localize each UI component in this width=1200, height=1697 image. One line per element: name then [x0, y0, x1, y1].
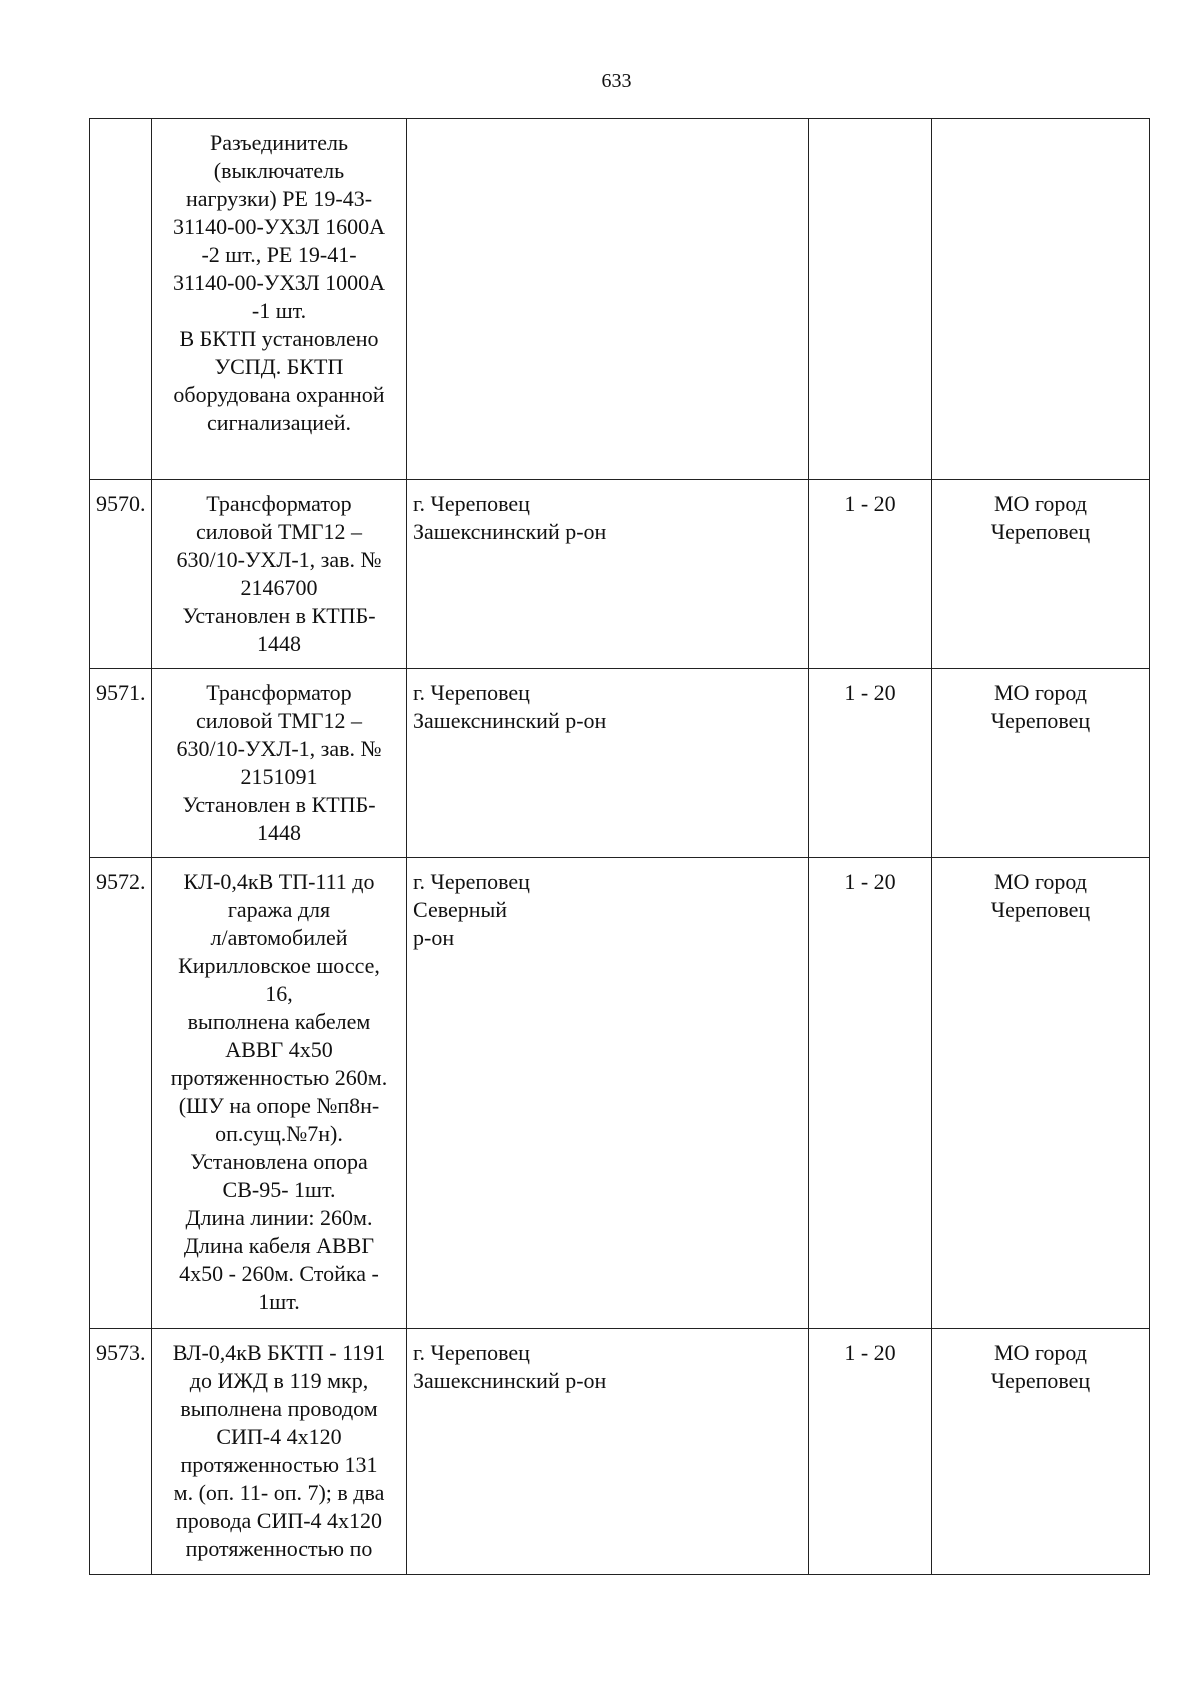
registry-table [89, 118, 1150, 1575]
length-value: 1 - 20 [844, 491, 896, 516]
row-number-cell [90, 669, 152, 858]
owner-cell [932, 858, 1150, 1329]
object-name-line: протяженностью по [185, 1536, 373, 1561]
object-name-line: СИП-4 4х120 [216, 1424, 342, 1449]
object-name-line: силовой ТМГ12 – [196, 708, 362, 733]
length-value: 1 - 20 [844, 680, 896, 705]
table-row [90, 1329, 1150, 1575]
address-cell [407, 858, 809, 1329]
row-number-cell [90, 858, 152, 1329]
object-name-line: СВ-95- 1шт. [222, 1177, 336, 1202]
owner-line: Череповец [990, 708, 1091, 733]
owner-line: МО город [994, 491, 1087, 516]
object-name-line: КЛ-0,4кВ ТП-111 до [183, 869, 375, 894]
object-name-line: 630/10-УХЛ-1, зав. № [176, 547, 382, 572]
object-name-line: оборудована охранной [173, 382, 385, 407]
row-number: 9571. [96, 680, 146, 705]
object-name-line: оп.сущ.№7н). [215, 1121, 343, 1146]
owner-line: МО город [994, 1340, 1087, 1365]
object-name-line: нагрузки) РЕ 19-43- [185, 186, 373, 211]
length-cell [809, 669, 932, 858]
row-number: 9570. [96, 491, 146, 516]
row-number: 9572. [96, 869, 146, 894]
row-number-cell [90, 119, 152, 480]
owner-line: МО город [994, 680, 1087, 705]
object-name-line: протяженностью 260м. [170, 1065, 388, 1090]
registry-body [90, 119, 1150, 1575]
object-name-line: УСПД. БКТП [214, 354, 344, 379]
address-cell [407, 480, 809, 669]
object-name-line: 4х50 - 260м. Стойка - [179, 1261, 379, 1286]
owner-cell [932, 1329, 1150, 1575]
length-cell [809, 858, 932, 1329]
address-cell [407, 1329, 809, 1575]
object-name-line: 1448 [257, 820, 301, 845]
object-name-line: АВВГ 4х50 [225, 1037, 333, 1062]
address-line: Северный [413, 897, 508, 922]
row-number: 9573. [96, 1340, 146, 1365]
object-name-line: до ИЖД в 119 мкр, [189, 1368, 369, 1393]
length-value: 1 - 20 [844, 1340, 896, 1365]
object-name-cell [152, 480, 407, 669]
object-name-line: гаража для [227, 897, 331, 922]
object-name-line: 1448 [257, 631, 301, 656]
row-number-cell [90, 1329, 152, 1575]
object-name-line: -1 шт. [251, 298, 307, 323]
owner-cell [932, 119, 1150, 480]
row-number-cell [90, 480, 152, 669]
address-line: Зашекснинский р-он [413, 708, 607, 733]
object-name-line: (выключатель [213, 158, 345, 183]
address-line: р-он [413, 925, 455, 950]
length-cell [809, 480, 932, 669]
table-row [90, 858, 1150, 1329]
object-name-cell [152, 1329, 407, 1575]
address-cell [407, 669, 809, 858]
object-name-line: силовой ТМГ12 – [196, 519, 362, 544]
object-name-line: сигнализацией. [206, 410, 352, 435]
object-name-line: Длина линии: 260м. [185, 1205, 373, 1230]
object-name-line: Установлен в КТПБ- [182, 603, 376, 628]
object-name-line: 2151091 [240, 764, 318, 789]
object-name-line: Трансформатор [206, 491, 352, 516]
length-cell [809, 119, 932, 480]
owner-line: Череповец [990, 1368, 1091, 1393]
object-name-cell [152, 119, 407, 480]
object-name-line: 630/10-УХЛ-1, зав. № [176, 736, 382, 761]
object-name-line: Установлена опора [190, 1149, 368, 1174]
address-line: г. Череповец [413, 680, 530, 705]
object-name-line: провода СИП-4 4х120 [175, 1508, 383, 1533]
address-line: г. Череповец [413, 869, 530, 894]
length-cell [809, 1329, 932, 1575]
owner-line: МО город [994, 869, 1087, 894]
object-name-line: 2146700 [240, 575, 318, 600]
table-row [90, 119, 1150, 480]
object-name-line: Кирилловское шоссе, [178, 953, 380, 978]
address-line: Зашекснинский р-он [413, 519, 607, 544]
object-name-line: В БКТП установлено [179, 326, 379, 351]
object-name-line: протяженностью 131 [180, 1452, 378, 1477]
object-name-line: ВЛ-0,4кВ БКТП - 1191 [172, 1340, 386, 1365]
object-name-line: выполнена кабелем [187, 1009, 371, 1034]
object-name-line: -2 шт., РЕ 19-41- [201, 242, 357, 267]
object-name-line: Разъединитель [209, 130, 349, 155]
owner-line: Череповец [990, 519, 1091, 544]
address-line: Зашекснинский р-он [413, 1368, 607, 1393]
object-name-line: (ШУ на опоре №п8н- [178, 1093, 380, 1118]
address-line: г. Череповец [413, 1340, 530, 1365]
object-name-cell [152, 858, 407, 1329]
owner-cell [932, 480, 1150, 669]
object-name-line: Трансформатор [206, 680, 352, 705]
address-line: г. Череповец [413, 491, 530, 516]
object-name-line: 16, [265, 981, 293, 1006]
object-name-line: Длина кабеля АВВГ [183, 1233, 375, 1258]
table-row [90, 669, 1150, 858]
object-name-line: 1шт. [258, 1289, 300, 1314]
object-name-cell [152, 669, 407, 858]
address-cell [407, 119, 809, 480]
page-number: 633 [601, 70, 632, 92]
table-row [90, 480, 1150, 669]
object-name-line: л/автомобилей [210, 925, 348, 950]
object-name-line: Установлен в КТПБ- [182, 792, 376, 817]
object-name-line: м. (оп. 11- оп. 7); в два [173, 1480, 385, 1505]
object-name-line: 31140-00-УХЗЛ 1600А [172, 214, 386, 239]
object-name-line: выполнена проводом [180, 1396, 378, 1421]
length-value: 1 - 20 [844, 869, 896, 894]
owner-cell [932, 669, 1150, 858]
object-name-line: 31140-00-УХЗЛ 1000А [172, 270, 386, 295]
owner-line: Череповец [990, 897, 1091, 922]
